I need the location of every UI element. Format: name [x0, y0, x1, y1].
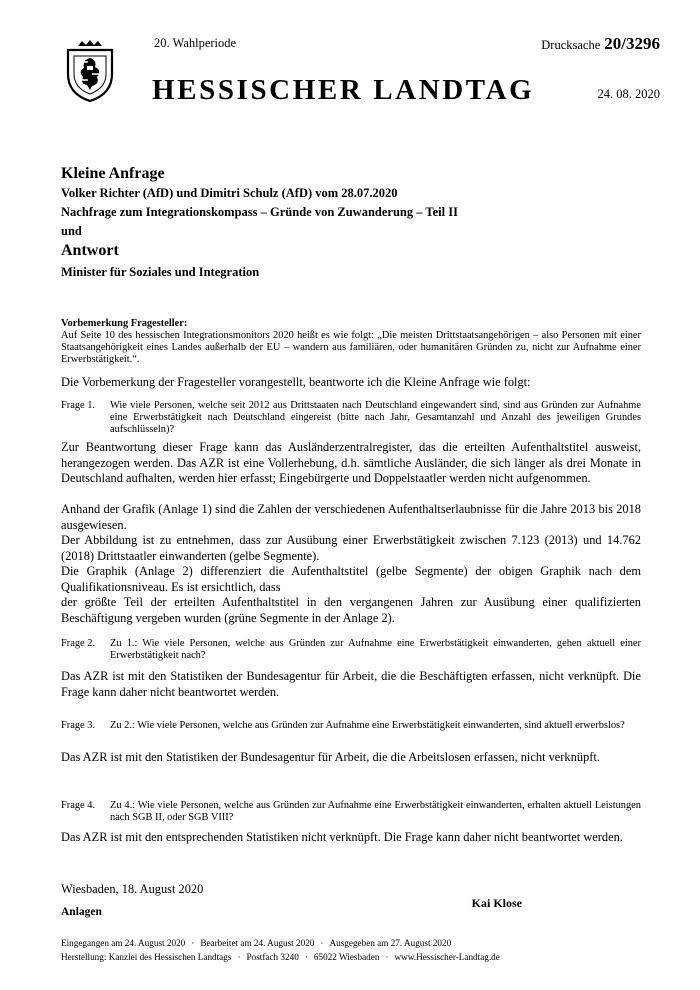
document-heading [61, 164, 661, 282]
footer-separator: · [191, 938, 195, 948]
footer-postfach: Postfach 3240 [246, 952, 299, 962]
vorbemerkung-title: Vorbemerkung Fragesteller: [61, 318, 188, 329]
footer-bearbeitet: Bearbeitet am 24. August 2020 [200, 938, 315, 948]
footer-separator: · [237, 952, 241, 962]
question-3-label: Frage 3. [61, 720, 96, 731]
drucksache-label: Drucksache [541, 38, 601, 52]
footer-separator: · [304, 952, 308, 962]
intro-text: Die Vorbemerkung der Fragesteller vorangestellt, beantworte ich die Kleine Anfrage wie folgt: [61, 375, 531, 389]
drucksache [541, 34, 660, 54]
answer-1-line-a: Anhand der Grafik (Anlage 1) sind die Zahlen der verschiedenen Aufenthaltserlaubnisse für die Jahre 2013 bis 2018 ausgewiesen. [61, 502, 641, 532]
question-4-text: Zu 4.: Wie viele Personen, welche aus Gründen zur Aufnahme eine Erwerbstätigkeit einwanderten, erhalten aktuell Leistungen nach SGB II, oder SGB VIII? [110, 800, 641, 823]
footer-ort: 65022 Wiesbaden [313, 952, 380, 962]
question-1-text: Wie viele Personen, welche seit 2012 aus Drittstaaten nach Deutschland eingewandert sind, sind aus Gründen zur Aufnahme eine Erwerbstätigkeit nach Deutschland eingereist (bitte nach Jahr, Gesamtanzahl und Anzahl des jeweiligen Grundes aufschlüsseln)? [110, 400, 641, 435]
question-3 [61, 720, 641, 732]
hessen-coat-of-arms-icon [64, 40, 116, 102]
vorbemerkung [61, 318, 641, 366]
footer-ausgegeben: Ausgegeben am 27. August 2020 [329, 938, 452, 948]
answer-1-paragraph-3 [61, 564, 641, 626]
answer-1-paragraph-2 [61, 502, 641, 564]
wahlperiode: 20. Wahlperiode [154, 36, 237, 50]
vorbemerkung-text: Auf Seite 10 des hessischen Integrationsmonitors 2020 heißt es wie folgt: „Die meisten Drittstaatsangehörigen – also Personen mit einer Staatsangehörigkeit eines Landes außerhalb der EU – wandern aus familiären, oder humanitären Gründen zu, nicht zur Aufnahme einer Erwerbstätigkeit.“. [61, 330, 641, 365]
answer-1-line-d: der größte Teil der erteilten Aufenthaltstitel in den vergangenen Jahren zur Ausübung einer qualifizierten Beschäftigung vergeben wurden (grüne Segmente in der Anlage 2). [61, 595, 641, 625]
question-2-text: Zu 1.: Wie viele Personen, welche aus Gründen zur Aufnahme eine Erwerbstätigkeit einwanderten, gehen aktuell einer Erwerbstätigkeit nach? [110, 638, 641, 661]
answer-1-line-b: Der Abbildung ist zu entnehmen, dass zur Ausübung einer Erwerbstätigkeit zwischen 7.123 (2013) und 14.762 (2018) Drittstaatler einwanderten (gelbe Segmente). [61, 533, 641, 563]
answer-2: Das AZR ist mit den Statistiken der Bundesagentur für Arbeit, die die Beschäftigten erfassen, nicht verknüpft. Die Frage kann daher nicht beantwortet werden. [61, 669, 641, 699]
footer-separator: · [385, 952, 389, 962]
document-type: Kleine Anfrage [61, 165, 165, 182]
answer-4: Das AZR ist mit den entsprechenden Statistiken nicht verknüpft. Die Frage kann daher nicht beantwortet werden. [61, 830, 623, 844]
minister-name: Minister für Soziales und Integration [61, 265, 260, 279]
answer-1-line-c: Die Graphik (Anlage 2) differenziert die Aufenthaltstitel (gelbe Segmente) der obigen Graphik nach dem Qualifikationsniveau. Es ist ersichtlich, dass [61, 564, 641, 594]
footer-eingegangen: Eingegangen am 24. August 2020 [61, 938, 186, 948]
question-authors: Volker Richter (AfD) und Dimitri Schulz (AfD) vom 28.07.2020 [61, 186, 398, 200]
footer-separator: · [320, 938, 324, 948]
question-4 [61, 800, 641, 824]
signature: Kai Klose [471, 896, 522, 910]
question-2-label: Frage 2. [61, 638, 96, 649]
drucksache-number: 20/3296 [604, 34, 660, 53]
footer [61, 936, 641, 964]
answer-3: Das AZR ist mit den Statistiken der Bundesagentur für Arbeit, die die Arbeitslosen erfassen, nicht verknüpft. [61, 750, 600, 764]
question-2 [61, 638, 641, 662]
footer-dates [61, 936, 641, 950]
parliament-title: HESSISCHER LANDTAG [152, 74, 535, 106]
question-4-label: Frage 4. [61, 800, 96, 811]
footer-herstellung: Herstellung: Kanzlei des Hessischen Landtags [61, 952, 232, 962]
question-subject: Nachfrage zum Integrationskompass – Gründe von Zuwanderung – Teil II [61, 205, 458, 219]
document-date: 24. 08. 2020 [597, 87, 660, 101]
antwort-heading: Antwort [61, 242, 119, 259]
place-date: Wiesbaden, 18. August 2020 [61, 882, 204, 896]
footer-web-link[interactable]: www.Hessischer-Landtag.de [394, 952, 500, 962]
question-3-text: Zu 2.: Wie viele Personen, welche aus Gründen zur Aufnahme eine Erwerbstätigkeit einwanderten, sind aktuell erwerbslos? [110, 720, 625, 731]
question-1 [61, 400, 641, 436]
und-label: und [61, 224, 82, 238]
anlagen-label: Anlagen [61, 906, 102, 918]
answer-1-paragraph-1: Zur Beantwortung dieser Frage kann das Ausländerzentralregister, das die erteilten Aufenthaltstitel ausweist, herangezogen werden. Das AZR ist eine Vollerhebung, d.h. sämtliche Ausländer, die sich länger als drei Monate in Deutschland aufhalten, werden hier erfasst; Eingebürgerte und Doppelstaatler werden nicht aufgenommen. [61, 440, 641, 485]
question-1-label: Frage 1. [61, 400, 96, 411]
footer-address [61, 950, 641, 964]
